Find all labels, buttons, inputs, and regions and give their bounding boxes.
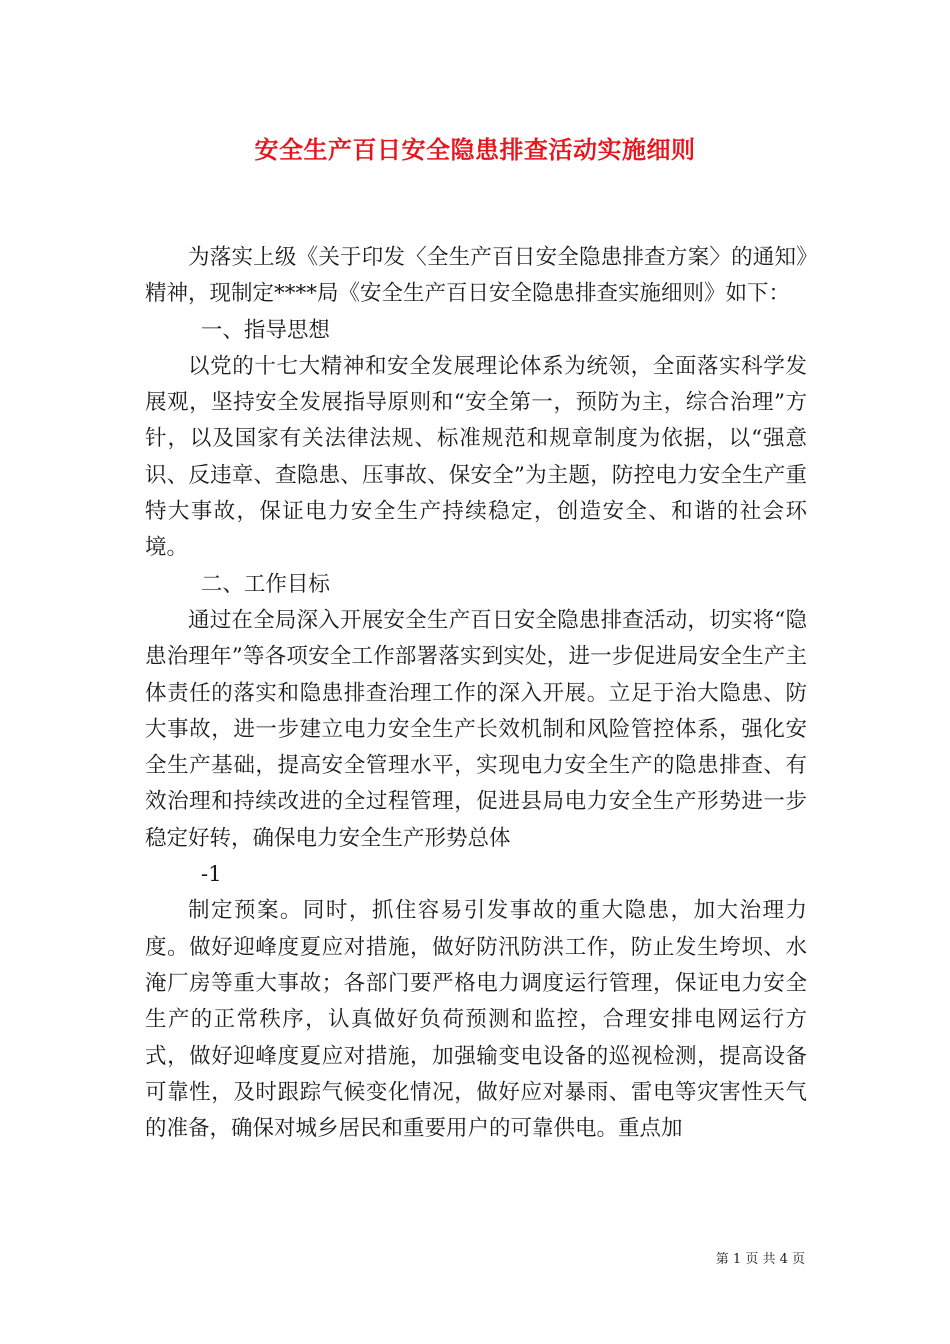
contingency-paragraph: 制定预案。同时，抓住容易引发事故的重大隐患，加大治理力度。做好迎峰度夏应对措施，做好防汛防洪工作，防止发生垮坝、水淹厂房等重大事故；各部门要严格电力调度运行管理，保证电力安全生产的正常秩序，认真做好负荷预测和监控，合理安排电网运行方式，做好迎峰度夏应对措施，加强输变电设备的巡视检测，提高设备可靠性，及时跟踪气候变化情况，做好应对暴雨、雷电等灾害性天气的准备，确保对城乡居民和重要用户的可靠供电。重点加	[145, 898, 807, 1142]
document-title: 安全生产百日安全隐患排查活动实施细则	[254, 135, 696, 164]
section-heading-guiding-ideology: 一、指导思想	[200, 317, 330, 343]
page-number-footer: 第 1 页 共 4 页	[715, 1252, 805, 1267]
section-heading-work-goals: 二、工作目标	[200, 571, 330, 597]
guiding-ideology-paragraph: 以党的十七大精神和安全发展理论体系为统领，全面落实科学发展观，坚持安全发展指导原则和“安全第一，预防为主，综合治理”方针，以及国家有关法律法规、标准规范和规章制度为依据，以“强意识、反违章、查隐患、压事故、保安全”为主题，防控电力安全生产重特大事故，保证电力安全生产持续稳定，创造安全、和谐的社会环境。	[145, 353, 807, 561]
work-goals-paragraph: 通过在全局深入开展安全生产百日安全隐患排查活动，切实将“隐患治理年”等各项安全工作部署落实到实处，进一步促进局安全生产主体责任的落实和隐患排查治理工作的深入开展。立足于治大隐患、防大事故，进一步建立电力安全生产长效机制和风险管控体系，强化安全生产基础，提高安全管理水平，实现电力安全生产的隐患排查、有效治理和持续改进的全过程管理，促进县局电力安全生产形势进一步稳定好转，确保电力安全生产形势总体	[145, 607, 807, 851]
document-body	[145, 240, 807, 1147]
page-break-marker: -1	[200, 862, 222, 888]
intro-paragraph: 为落实上级《关于印发〈全生产百日安全隐患排查方案〉的通知》精神，现制定****局《安全生产百日安全隐患排查实施细则》如下：	[145, 245, 807, 307]
